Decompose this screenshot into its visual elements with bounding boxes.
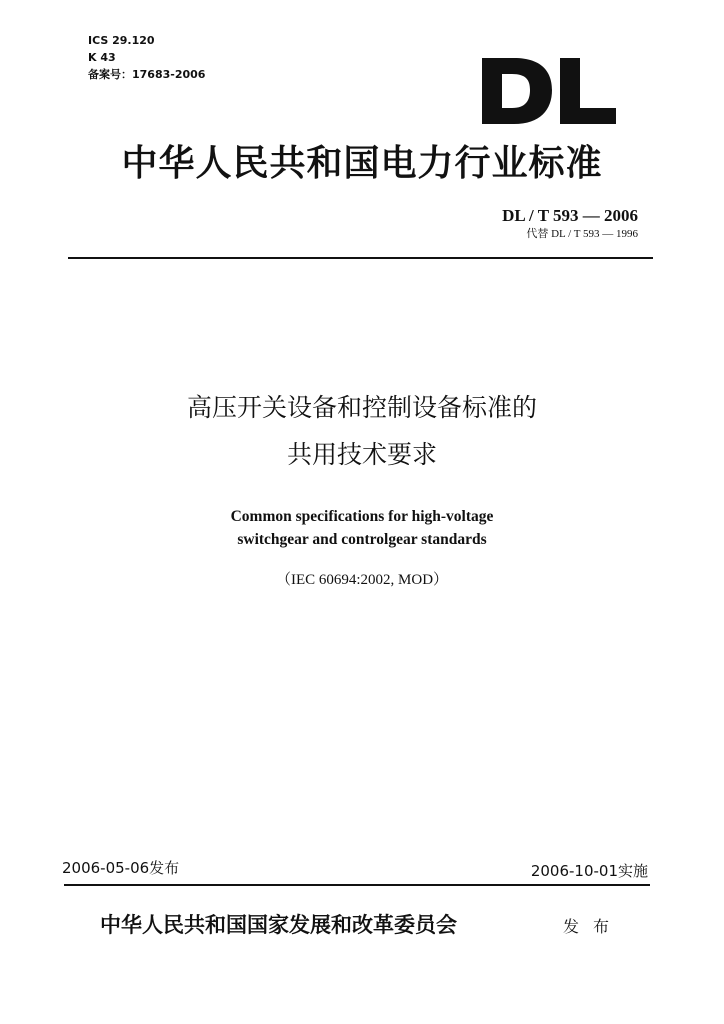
top-divider — [68, 257, 653, 259]
dl-logo-mark — [478, 52, 618, 132]
ics-code: ICS 29.120 — [88, 34, 155, 47]
standard-category-title: 中华人民共和国电力行业标准 — [121, 142, 603, 184]
publisher-name: 中华人民共和国国家发展和改革委员会 — [100, 912, 457, 937]
publish-label: 发布 — [563, 917, 624, 936]
category-code: K 43 — [88, 51, 116, 64]
chinese-title — [0, 384, 724, 478]
iec-adoption-note: （IEC 60694:2002, MOD） — [275, 572, 449, 588]
issue-date: 2006-05-06发布 — [62, 859, 180, 877]
english-title-line-2: switchgear and controlgear standards — [237, 531, 487, 548]
standard-code-block — [502, 205, 638, 241]
standard-code: DL / T 593 — 2006 — [502, 206, 638, 225]
chinese-title-line-2: 共用技术要求 — [286, 440, 437, 469]
classification-info — [88, 32, 205, 83]
chinese-title-line-1: 高压开关设备和控制设备标准的 — [186, 393, 537, 422]
replaces-code: 代替 DL / T 593 — 1996 — [526, 228, 638, 240]
filing-number: 备案号：17683-2006 — [88, 68, 206, 81]
bottom-divider — [64, 884, 650, 886]
implementation-date: 2006-10-01实施 — [530, 862, 648, 880]
english-title — [0, 505, 724, 551]
dl-logo — [478, 52, 618, 132]
english-title-line-1: Common specifications for high-voltage — [230, 508, 494, 525]
